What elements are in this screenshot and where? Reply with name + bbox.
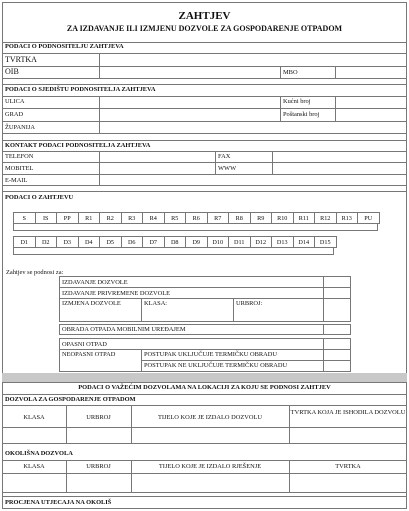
code-cell-r9[interactable]: R9 (250, 212, 273, 224)
code-cell-d12[interactable]: D12 (250, 236, 273, 248)
telefon-field[interactable] (100, 152, 215, 162)
dozvola-heading: DOZVOLA ZA GOSPODARENJE OTPADOM (5, 396, 136, 403)
mobilni-checkbox[interactable] (324, 325, 350, 334)
mobilni-option-label: OBRADA OTPADA MOBILNIM UREĐAJEM (62, 326, 186, 333)
code-cell-is[interactable]: IS (35, 212, 58, 224)
ne-ukljucuje-checkbox[interactable] (324, 361, 350, 371)
okolisna-col-tvrtka: TVRTKA (335, 463, 361, 470)
section-divider (2, 373, 407, 382)
privremene-option-label: IZDAVANJE PRIVREMENE DOZVOLE (62, 290, 171, 297)
code-cell-d7[interactable]: D7 (142, 236, 165, 248)
code-cell-d8[interactable]: D8 (164, 236, 187, 248)
dozvola-tijelo-field[interactable] (132, 428, 289, 443)
code-cell-r1[interactable]: R1 (78, 212, 101, 224)
dozvola-col-urbroj: URBROJ (86, 414, 111, 421)
oib-field[interactable] (100, 67, 280, 79)
section-contact-heading: KONTAKT PODACI PODNOSITELJA ZAHTJEVA (5, 142, 151, 149)
section-permits-heading: PODACI O VAŽEĆIM DOZVOLAMA NA LOKACIJI ZA KOJU SE PODNOSI ZAHTJEV (78, 384, 331, 391)
code-cell-r3[interactable]: R3 (121, 212, 144, 224)
ulica-label: ULICA (5, 98, 25, 105)
code-cell-r13[interactable]: R13 (336, 212, 359, 224)
dozvola-col-klasa: KLASA (23, 414, 45, 421)
code-cell-d9[interactable]: D9 (185, 236, 208, 248)
kucni-broj-field[interactable] (336, 97, 406, 108)
okolisna-tijelo-field[interactable] (132, 474, 289, 492)
dozvola-klasa-field[interactable] (3, 428, 66, 443)
oib-label: OIB (5, 67, 19, 76)
ulica-field[interactable] (100, 97, 280, 108)
izdavanje-option-label: IZDAVANJE DOZVOLE (62, 279, 128, 286)
procjena-heading: PROCJENA UTJECAJA NA OKOLIŠ (5, 499, 112, 506)
code-cell-d3[interactable]: D3 (56, 236, 79, 248)
www-label: WWW (218, 165, 237, 172)
code-cell-d5[interactable]: D5 (99, 236, 122, 248)
code-cell-d6[interactable]: D6 (121, 236, 144, 248)
opasni-option-label: OPASNI OTPAD (62, 341, 107, 348)
dozvola-col-tvrtka: TVRTKA KOJA JE ISHODILA DOZVOLU (290, 409, 406, 416)
code-cell-pu[interactable]: PU (357, 212, 380, 224)
code-cell-d1[interactable]: D1 (13, 236, 36, 248)
opasni-checkbox[interactable] (324, 339, 350, 349)
code-cell-r7[interactable]: R7 (207, 212, 230, 224)
mbo-label: MBO (283, 69, 298, 76)
procedure-codes-row-1-entry[interactable] (13, 223, 378, 231)
code-cell-r2[interactable]: R2 (99, 212, 122, 224)
code-cell-r11[interactable]: R11 (293, 212, 316, 224)
postanski-broj-label: Poštanski broj (283, 111, 320, 118)
okolisna-col-urbroj: URBROJ (86, 463, 111, 470)
postanski-broj-field[interactable] (336, 109, 406, 121)
grad-label: GRAD (5, 111, 24, 118)
form-subtitle: ZA IZDAVANJE ILI IZMJENU DOZVOLE ZA GOSPODARENJE OTPADOM (66, 24, 343, 33)
kucni-broj-label: Kućni broj (283, 98, 311, 105)
mobitel-field[interactable] (100, 163, 215, 174)
okolisna-col-tijelo: TIJELO KOJE JE IZDALO RJEŠENJE (158, 463, 262, 470)
code-cell-s[interactable]: S (13, 212, 36, 224)
mbo-field[interactable] (336, 67, 406, 79)
code-cell-r8[interactable]: R8 (228, 212, 251, 224)
code-cell-d11[interactable]: D11 (228, 236, 251, 248)
izdavanje-checkbox[interactable] (324, 277, 350, 287)
telefon-label: TELEFON (5, 153, 34, 160)
code-cell-r10[interactable]: R10 (271, 212, 294, 224)
code-cell-pp[interactable]: PP (56, 212, 79, 224)
zupanija-field[interactable] (100, 122, 406, 134)
ukljucuje-option-label: POSTUPAK UKLJUČUJE TERMIČKU OBRADU (144, 351, 277, 358)
izmjena-urbroj-label: URBROJ: (236, 300, 263, 307)
okolisna-col-klasa: KLASA (23, 463, 45, 470)
ukljucuje-checkbox[interactable] (324, 350, 350, 360)
code-cell-r6[interactable]: R6 (185, 212, 208, 224)
code-cell-d14[interactable]: D14 (293, 236, 316, 248)
grad-field[interactable] (100, 109, 280, 121)
izmjena-klasa-field[interactable] (142, 308, 233, 321)
dozvola-col-tijelo: TIJELO KOJE JE IZDALO DOZVOLU (157, 414, 262, 421)
izmjena-klasa-label: KLASA: (144, 300, 168, 307)
okolisna-klasa-field[interactable] (3, 474, 66, 492)
code-cell-r4[interactable]: R4 (142, 212, 165, 224)
code-cell-d13[interactable]: D13 (271, 236, 294, 248)
code-cell-r5[interactable]: R5 (164, 212, 187, 224)
privremene-checkbox[interactable] (324, 288, 350, 298)
email-label: E-MAIL (5, 177, 28, 184)
code-cell-d2[interactable]: D2 (35, 236, 58, 248)
section-applicant-heading: PODACI O PODNOSITELJU ZAHTJEVA (5, 43, 124, 50)
okolisna-tvrtka-field[interactable] (290, 474, 406, 492)
tvrtka-label: TVRTKA (5, 55, 37, 64)
fax-label: FAX (218, 153, 231, 160)
izmjena-option-label: IZMJENA DOZVOLE (62, 300, 121, 307)
form-title: ZAHTJEV (178, 10, 231, 22)
procedure-codes-row-2-entry[interactable] (13, 247, 334, 255)
izmjena-urbroj-field[interactable] (234, 308, 323, 321)
tvrtka-field[interactable] (100, 54, 406, 66)
zupanija-label: ŽUPANIJA (5, 124, 35, 131)
code-cell-d15[interactable]: D15 (314, 236, 337, 248)
mobitel-label: MOBITEL (5, 165, 34, 172)
okolisna-urbroj-field[interactable] (67, 474, 131, 492)
submitted-for-label: Zahtjev se podnosi za: (6, 269, 64, 276)
code-cell-r12[interactable]: R12 (314, 212, 337, 224)
dozvola-tvrtka-field[interactable] (290, 428, 406, 443)
ne-ukljucuje-option-label: POSTUPAK NE UKLJUČUJE TERMIČKU OBRADU (144, 362, 288, 369)
code-cell-d4[interactable]: D4 (78, 236, 101, 248)
neopasni-option-label: NEOPASNI OTPAD (62, 351, 116, 358)
izmjena-checkbox[interactable] (324, 299, 350, 321)
email-field[interactable] (100, 175, 406, 186)
section-request-heading: PODACI O ZAHTJEVU (5, 194, 74, 201)
dozvola-urbroj-field[interactable] (67, 428, 131, 443)
code-cell-d10[interactable]: D10 (207, 236, 230, 248)
www-field[interactable] (273, 163, 406, 174)
section-address-heading: PODACI O SJEDIŠTU PODNOSITELJA ZAHTJEVA (5, 86, 156, 93)
okolisna-heading: OKOLIŠNA DOZVOLA (5, 450, 73, 457)
fax-field[interactable] (273, 152, 406, 162)
